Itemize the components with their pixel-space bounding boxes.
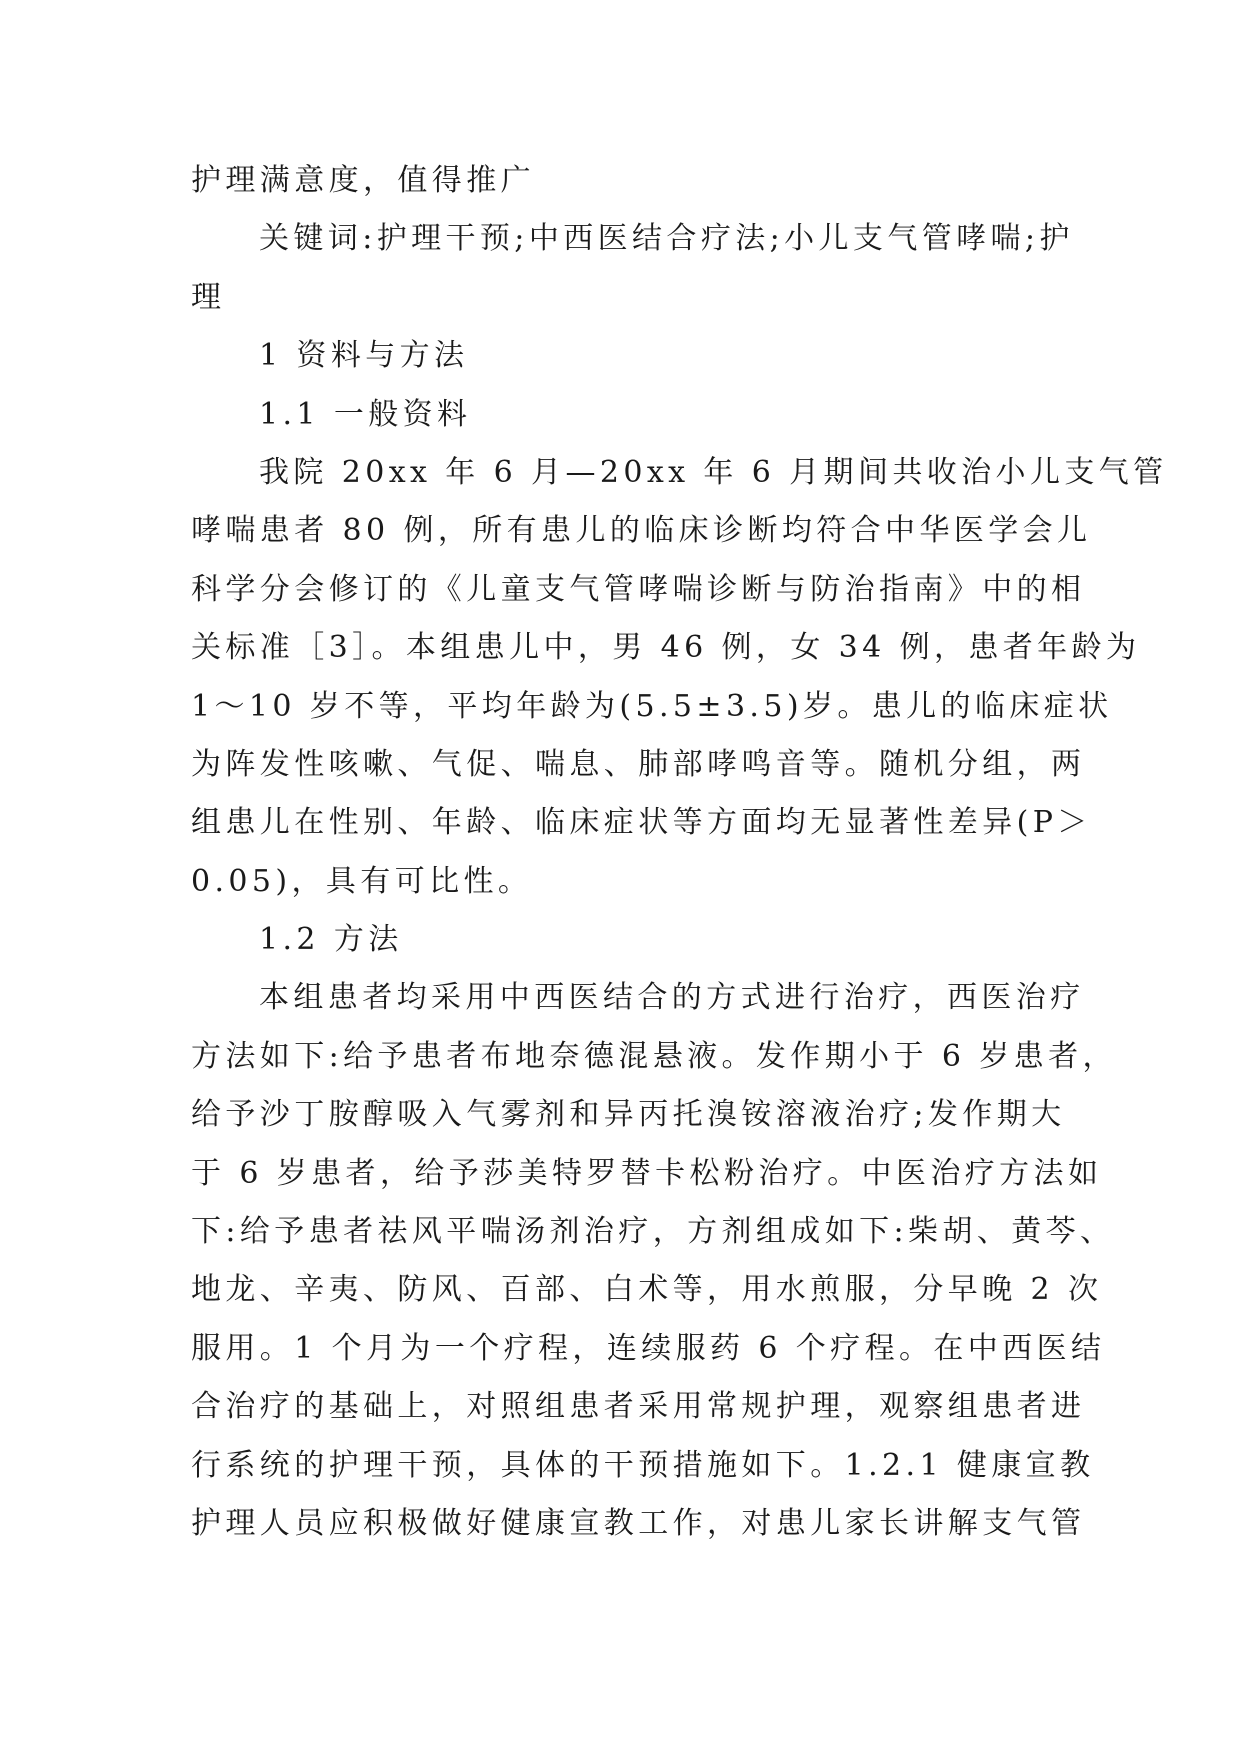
text-line: 为阵发性咳嗽、气促、喘息、肺部哮鸣音等。随机分组，两 xyxy=(191,746,1086,782)
text-line: 哮喘患者 80 例，所有患儿的临床诊断均符合中华医学会儿 xyxy=(191,513,1092,549)
keywords-line: 关键词:护理干预;中西医结合疗法;小儿支气管哮喘;护 xyxy=(259,221,1074,257)
text-line: 护理人员应积极做好健康宣教工作，对患儿家长讲解支气管 xyxy=(191,1505,1086,1541)
text-line: 1～10 岁不等，平均年龄为(5.5±3.5)岁。患儿的临床症状 xyxy=(191,688,1113,724)
text-line: 0.05)，具有可比性。 xyxy=(191,863,533,899)
paragraph-start: 本组患者均采用中西医结合的方式进行治疗，西医治疗 xyxy=(259,980,1085,1016)
paragraph-start: 我院 20xx 年 6 月—20xx 年 6 月期间共收治小儿支气管 xyxy=(259,454,1168,490)
text-line: 关标准［3］。本组患儿中，男 46 例，女 34 例，患者年龄为 xyxy=(191,630,1141,666)
text-line: 地龙、辛夷、防风、百部、白术等，用水煎服，分早晚 2 次 xyxy=(191,1272,1103,1308)
body-text xyxy=(191,152,1168,1553)
text-line: 护理满意度，值得推广 xyxy=(191,163,535,198)
text-line: 服用。1 个月为一个疗程，连续服药 6 个疗程。在中西医结 xyxy=(191,1330,1106,1366)
section-heading: 1 资料与方法 xyxy=(259,338,469,374)
text-line: 理 xyxy=(191,279,226,315)
text-line: 下:给予患者祛风平喘汤剂治疗，方剂组成如下:柴胡、黄芩、 xyxy=(191,1214,1115,1250)
text-line: 合治疗的基础上，对照组患者采用常规护理，观察组患者进 xyxy=(191,1389,1086,1425)
subsection-heading: 1.1 一般资料 xyxy=(259,396,472,432)
text-line: 方法如下:给予患者布地奈德混悬液。发作期小于 6 岁患者， xyxy=(191,1038,1117,1074)
subsection-heading: 1.2 方法 xyxy=(259,922,403,958)
text-line: 科学分会修订的《儿童支气管哮喘诊断与防治指南》中的相 xyxy=(191,571,1086,607)
text-line: 行系统的护理干预，具体的干预措施如下。1.2.1 健康宣教 xyxy=(191,1447,1095,1483)
text-line: 给予沙丁胺醇吸入气雾剂和异丙托溴铵溶液治疗;发作期大 xyxy=(191,1097,1066,1133)
text-line: 于 6 岁患者，给予莎美特罗替卡松粉治疗。中医治疗方法如 xyxy=(191,1155,1103,1191)
text-line: 组患儿在性别、年龄、临床症状等方面均无显著性差异(P＞ xyxy=(191,805,1092,841)
